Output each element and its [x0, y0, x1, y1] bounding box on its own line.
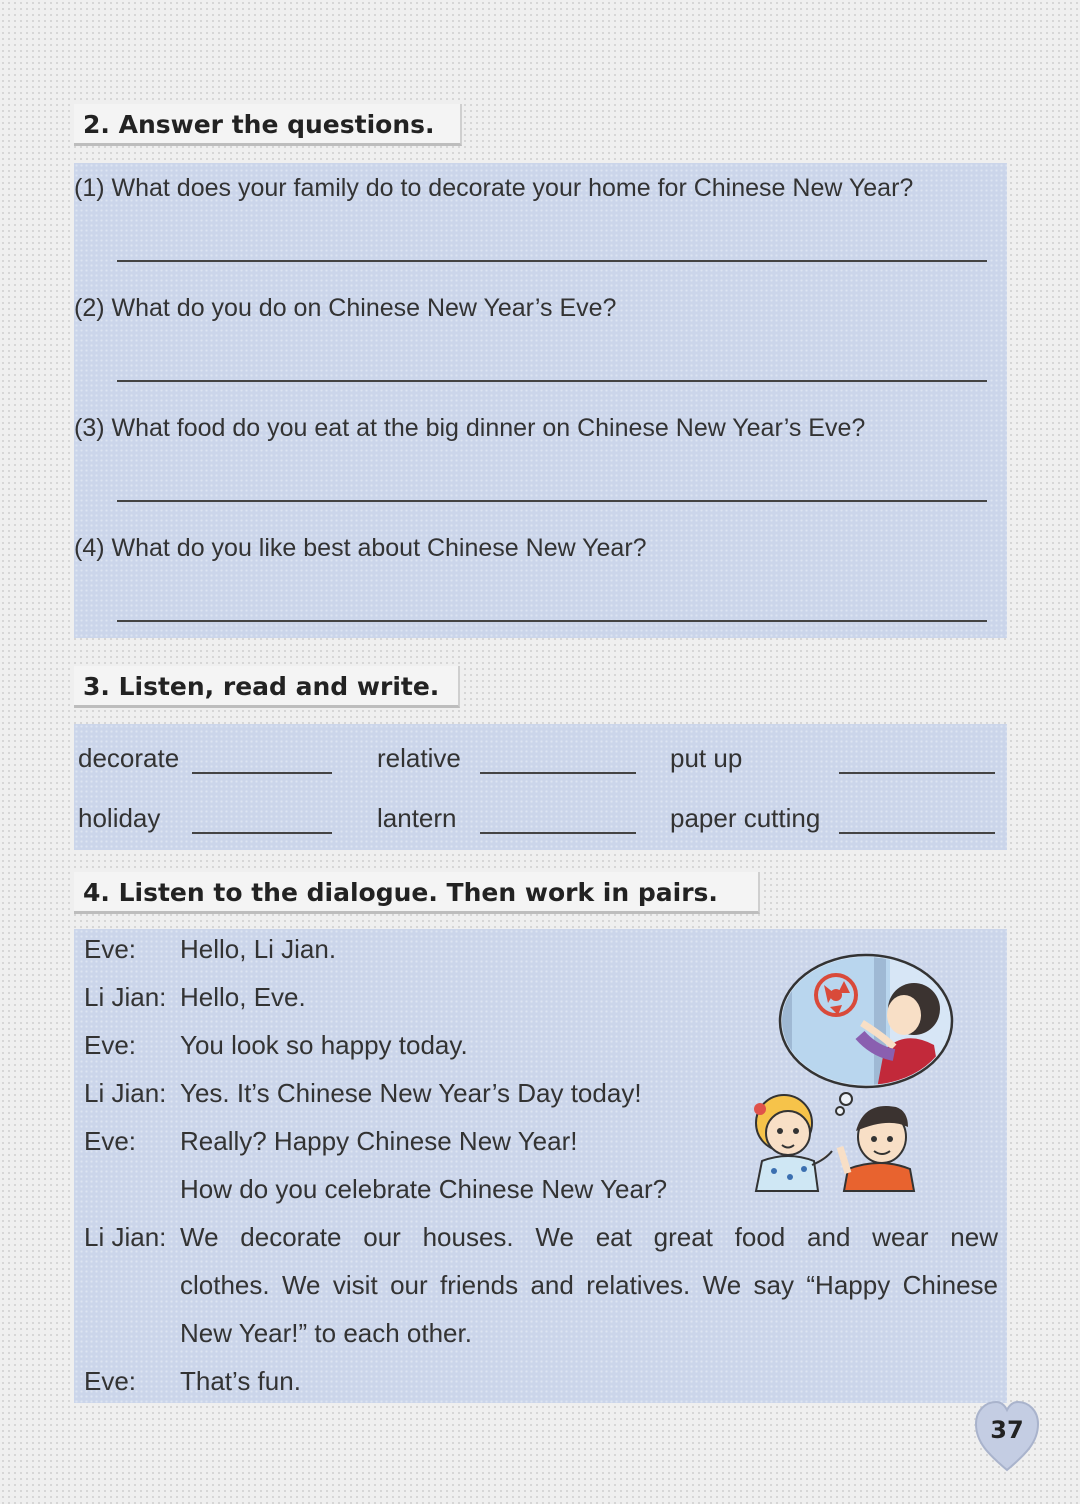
dialogue-speaker: Eve: — [84, 934, 137, 964]
dialogue-line: We decorate our houses. We eat great food and wear new — [180, 1222, 998, 1252]
question-3: (3) What food do you eat at the big dinner on Chinese New Year’s Eve? — [74, 414, 866, 442]
section-4-panel — [74, 929, 1007, 1403]
section-3-panel — [74, 724, 1007, 850]
answer-line-3[interactable] — [117, 500, 987, 502]
vocab-blank[interactable] — [480, 832, 636, 834]
page-number: 37 — [990, 1416, 1024, 1444]
vocab-word-holiday: holiday — [78, 803, 161, 833]
dialogue-speaker: Li Jian: — [84, 1078, 167, 1108]
section-2-title: 2. Answer the questions. — [74, 104, 462, 146]
vocab-blank[interactable] — [839, 832, 995, 834]
dialogue-speaker: Eve: — [84, 1126, 137, 1156]
vocab-blank[interactable] — [192, 772, 332, 774]
dialogue-line: Really? Happy Chinese New Year! — [180, 1126, 578, 1156]
vocab-word-paper-cutting: paper cutting — [670, 803, 821, 833]
section-3-title: 3. Listen, read and write. — [74, 666, 460, 708]
question-4: (4) What do you like best about Chinese New Year? — [74, 534, 647, 562]
children-talking-illustration — [744, 951, 974, 1201]
section-4-title: 4. Listen to the dialogue. Then work in pairs. — [74, 872, 760, 914]
vocab-blank[interactable] — [480, 772, 636, 774]
dialogue-line: Hello, Li Jian. — [180, 934, 337, 964]
answer-line-2[interactable] — [117, 380, 987, 382]
answer-line-4[interactable] — [117, 620, 987, 622]
question-2: (2) What do you do on Chinese New Year’s Eve? — [74, 294, 617, 322]
dialogue-speaker: Li Jian: — [84, 1222, 167, 1252]
dialogue-line: clothes. We visit our friends and relatives. We say “Happy Chinese — [180, 1270, 998, 1300]
dialogue-speaker: Li Jian: — [84, 982, 167, 1012]
dialogue-line: That’s fun. — [180, 1366, 301, 1396]
dialogue-line: Yes. It’s Chinese New Year’s Day today! — [180, 1078, 642, 1108]
vocab-word-lantern: lantern — [377, 803, 457, 833]
dialogue-line: Hello, Eve. — [180, 982, 306, 1012]
dialogue-line: You look so happy today. — [180, 1030, 468, 1060]
vocab-blank[interactable] — [192, 832, 332, 834]
vocab-word-decorate: decorate — [78, 743, 180, 773]
question-1: (1) What does your family do to decorate your home for Chinese New Year? — [74, 174, 914, 202]
vocab-word-put-up: put up — [670, 743, 743, 773]
dialogue-speaker: Eve: — [84, 1366, 137, 1396]
dialogue-line: How do you celebrate Chinese New Year? — [180, 1174, 668, 1204]
section-2-panel — [74, 163, 1007, 638]
vocab-word-relative: relative — [377, 743, 461, 773]
dialogue-speaker: Eve: — [84, 1030, 137, 1060]
answer-line-1[interactable] — [117, 260, 987, 262]
vocab-blank[interactable] — [839, 772, 995, 774]
dialogue-line: New Year!” to each other. — [180, 1318, 472, 1348]
